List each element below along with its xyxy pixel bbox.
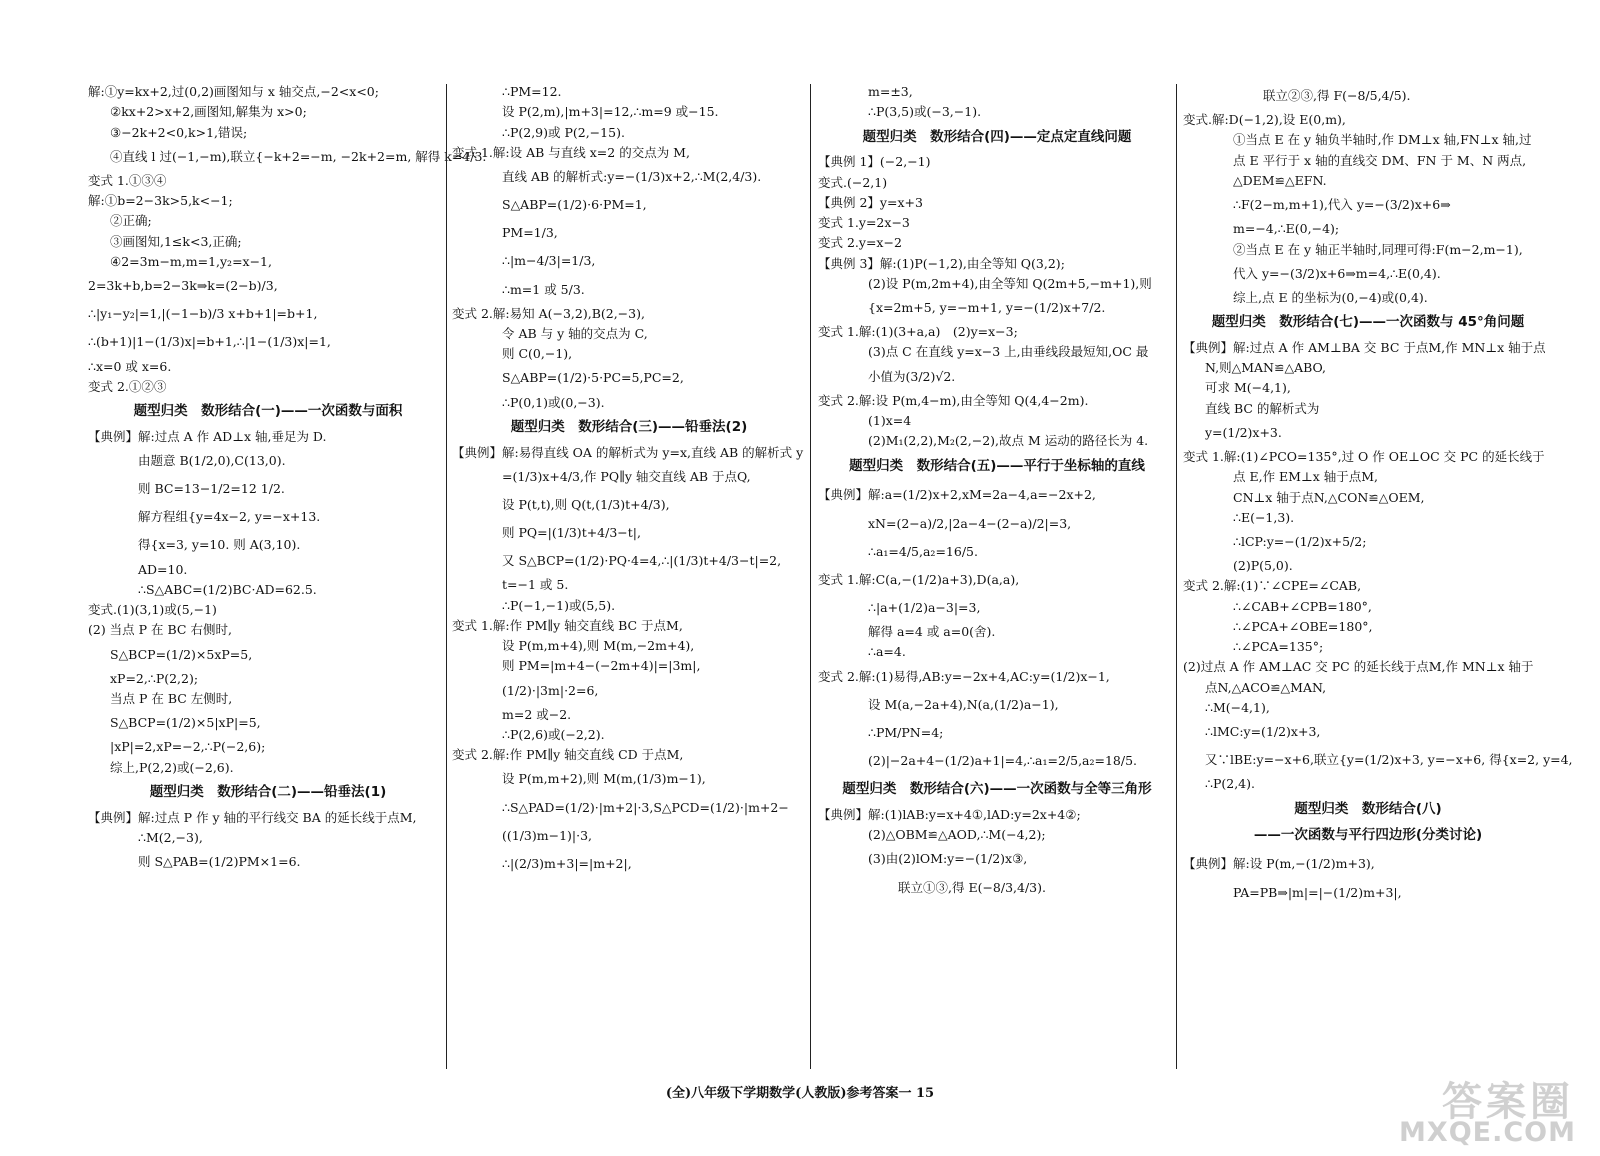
answer-line: 设 P(t,t),则 Q(t,(1/3)t+4/3), xyxy=(502,496,670,512)
answer-line: m=±3, xyxy=(868,84,913,99)
answer-line: 直线 BC 的解析式为 xyxy=(1205,400,1320,416)
answer-line: 变式.(1)(3,1)或(5,−1) xyxy=(88,602,217,618)
answer-line: (1/2)·|3m|·2=6, xyxy=(502,682,599,698)
answer-line: (2)M₁(2,2),M₂(2,−2),故点 M 运动的路径长为 4. xyxy=(868,433,1149,449)
answer-line: 变式 1.解:(1)(3+a,a) (2)y=x−3; xyxy=(818,324,1018,340)
answer-line: 设 P(m,m+4),则 M(m,−2m+4), xyxy=(502,638,695,654)
answer-line: 设 P(2,m),|m+3|=12,∴m=9 或−15. xyxy=(502,104,719,120)
answer-line: 【典例 3】解:(1)P(−1,2),由全等知 Q(3,2); xyxy=(818,255,1065,271)
answer-line: 变式 2.解:作 PM∥y 轴交直线 CD 于点M, xyxy=(452,747,684,763)
answer-line: ∴PM/PN=4; xyxy=(868,724,944,740)
col3-block-4 xyxy=(818,805,1176,902)
answer-line: 变式 2.解:(1)∵∠CPE=∠CAB, xyxy=(1183,578,1362,594)
column-1 xyxy=(88,82,487,876)
answer-line: ③画图知,1≤k<3,正确; xyxy=(110,233,242,249)
col3-block-3 xyxy=(818,481,1176,775)
answer-line: 令 AB 与 y 轴的交点为 C, xyxy=(502,325,648,341)
answer-line: 可求 M(−4,1), xyxy=(1205,380,1291,396)
col1-block-3 xyxy=(88,808,448,877)
answer-line: 综上,P(2,2)或(−2,6). xyxy=(110,759,234,775)
answer-line: ∴|m−4/3|=1/3, xyxy=(502,253,596,269)
answer-line: 变式 2.解:设 P(m,4−m),由全等知 Q(4,4−2m). xyxy=(818,392,1089,408)
answer-line: 【典例】解:易得直线 OA 的解析式为 y=x,直线 AB 的解析式 y xyxy=(452,444,804,460)
answer-line: 【典例 1】(−2,−1) xyxy=(818,154,931,170)
answer-line: 联立①③,得 E(−8/3,4/3). xyxy=(898,879,1046,895)
answer-line: ∴P(2,9)或 P(2,−15). xyxy=(502,124,625,140)
answer-line: 解得 a=4 或 a=0(舍). xyxy=(868,624,996,640)
col4-block-2 xyxy=(1183,338,1573,795)
section-heading: 题型归类 数形结合(七)——一次函数与 45°角问题 xyxy=(1211,314,1525,331)
column-divider xyxy=(1176,84,1177,1069)
answer-line: 小值为(3/2)√2. xyxy=(868,368,956,384)
answer-line: 【典例 2】y=x+3 xyxy=(818,194,923,210)
col1-block-1 xyxy=(88,82,487,397)
answer-line: ∴PM=12. xyxy=(502,84,562,99)
answer-line: 【典例】解:a=(1/2)x+2,xM=2a−4,a=−2x+2, xyxy=(818,487,1096,503)
answer-line: 变式 1.①③④ xyxy=(88,172,167,188)
page-footer: (全)八年级下学期数学(人教版)参考答案一 15 xyxy=(665,1086,935,1101)
answer-line: ((1/3)m−1)|·3, xyxy=(502,827,593,843)
answer-line: |xP|=2,xP=−2,∴P(−2,6); xyxy=(110,739,266,755)
answer-line: m=−4,∴E(0,−4); xyxy=(1233,221,1340,237)
answer-line: (3)点 C 在直线 y=x−3 上,由垂线段最短知,OC 最 xyxy=(868,344,1149,360)
answer-line: 则 PQ=|(1/3)t+4/3−t|, xyxy=(502,525,641,541)
answer-line: ∴|a+(1/2)a−3|=3, xyxy=(868,599,981,615)
answer-line: ∴a₁=4/5,a₂=16/5. xyxy=(868,543,978,559)
answer-line: 代入 y=−(3/2)x+6⇒m=4,∴E(0,4). xyxy=(1233,265,1441,281)
answer-line: 则 PM=|m+4−(−2m+4)|=|3m|, xyxy=(502,658,701,674)
answer-line: ∴P(2,4). xyxy=(1205,776,1255,792)
answer-line: 直线 AB 的解析式:y=−(1/3)x+2,∴M(2,4/3). xyxy=(502,169,762,184)
answer-line: 变式 2.解:(1)易得,AB:y=−2x+4,AC:y=(1/2)x−1, xyxy=(818,668,1110,684)
col1-block-2 xyxy=(88,427,448,778)
answer-line: (3)由(2)lOM:y=−(1/2)x③, xyxy=(868,851,1028,867)
answer-line: 变式 1.解:C(a,−(1/2)a+3),D(a,a), xyxy=(818,571,1020,587)
answer-line: m=2 或−2. xyxy=(502,706,572,722)
answer-line: 综上,点 E 的坐标为(0,−4)或(0,4). xyxy=(1233,289,1428,305)
answer-line: ∴F(2−m,m+1),代入 y=−(3/2)x+6⇒ xyxy=(1233,197,1451,213)
answer-line: 设 M(a,−2a+4),N(a,(1/2)a−1), xyxy=(868,696,1059,712)
answer-line: ∴lMC:y=(1/2)x+3, xyxy=(1205,724,1321,740)
section-heading: 题型归类 数形结合(五)——平行于坐标轴的直线 xyxy=(849,457,1145,474)
answer-line: 又 S△BCP=(1/2)·PQ·4=4,∴|(1/3)t+4/3−t|=2, xyxy=(502,553,782,569)
answer-line: 则 C(0,−1), xyxy=(502,346,573,362)
answer-line: 变式 2.y=x−2 xyxy=(818,235,902,251)
section-heading: 题型归类 数形结合(一)——一次函数与面积 xyxy=(133,403,403,419)
answer-line: 又∵lBE:y=−x+6,联立{y=(1/2)x+3, y=−x+6, 得{x=2, y=4, xyxy=(1205,752,1573,768)
answer-line: ∴S△ABC=(1/2)BC·AD=62.5. xyxy=(138,581,317,597)
answer-line: S△ABP=(1/2)·6·PM=1, xyxy=(502,197,647,213)
answer-line: AD=10. xyxy=(138,561,188,577)
answer-line: 变式.解:D(−1,2),设 E(0,m), xyxy=(1183,112,1346,128)
col2-block-1 xyxy=(452,82,806,413)
column-divider xyxy=(810,84,811,1069)
answer-line: 变式 2.解:易知 A(−3,2),B(2,−3), xyxy=(452,305,645,321)
answer-line: (2)设 P(m,2m+4),由全等知 Q(2m+5,−m+1),则 xyxy=(868,275,1152,291)
answer-line: ∴m=1 或 5/3. xyxy=(502,281,585,297)
answer-line: ∴P(−1,−1)或(5,5). xyxy=(502,597,616,613)
answer-line: xN=(2−a)/2,|2a−4−(2−a)/2|=3, xyxy=(868,515,1072,531)
answer-line: 联立②③,得 F(−8/5,4/5). xyxy=(1263,88,1411,103)
col2-block-2 xyxy=(452,443,806,878)
answer-line: ④直线 l 过(−1,−m),联立{−k+2=−m, −2k+2=m, 解得 k=4/3. xyxy=(110,148,487,164)
answer-line: 【典例】解:过点 A 作 AM⊥BA 交 BC 于点M,作 MN⊥x 轴于点 xyxy=(1183,339,1546,355)
answer-line: 得{x=3, y=10. 则 A(3,10). xyxy=(138,537,301,553)
answer-line: CN⊥x 轴于点N,△CON≌△OEM, xyxy=(1233,489,1425,505)
answer-line: S△ABP=(1/2)·5·PC=5,PC=2, xyxy=(502,370,684,386)
answer-line: 变式 2.①②③ xyxy=(88,378,167,394)
answer-line: 设 P(m,m+2),则 M(m,(1/3)m−1), xyxy=(502,771,706,787)
section-subheading: ——一次函数与平行四边形(分类讨论) xyxy=(1253,826,1483,843)
answer-line: =(1/3)x+4/3,作 PQ∥y 轴交直线 AB 于点Q, xyxy=(502,468,751,484)
answer-line: ③−2k+2<0,k>1,错误; xyxy=(110,124,248,140)
answer-line: 点 E 平行于 x 轴的直线交 DM、FN 于 M、N 两点, xyxy=(1233,152,1527,168)
section-heading: 题型归类 数形结合(二)——铅垂法(1) xyxy=(149,783,387,800)
answer-line: △DEM≌△EFN. xyxy=(1233,172,1327,188)
watermark xyxy=(1372,1070,1582,1148)
answer-line: ①当点 E 在 y 轴负半轴时,作 DM⊥x 轴,FN⊥x 轴,过 xyxy=(1233,132,1532,148)
answer-line: 变式 1.解:作 PM∥y 轴交直线 BC 于点M, xyxy=(452,617,683,633)
column-3 xyxy=(818,82,1176,902)
answer-line: {x=2m+5, y=−m+1, y=−(1/2)x+7/2. xyxy=(868,300,1106,316)
answer-line: ②kx+2>x+2,画图知,解集为 x>0; xyxy=(110,104,307,120)
section-heading: 题型归类 数形结合(八) xyxy=(1294,800,1442,817)
answer-line: ∴P(3,5)或(−3,−1). xyxy=(868,104,982,120)
answer-line: ∴M(2,−3), xyxy=(138,829,203,845)
answer-line: ∴(b+1)|1−(1/3)x|=b+1,∴|1−(1/3)x|=1, xyxy=(88,334,331,350)
answer-line: ∴∠PCA=135°; xyxy=(1233,639,1324,655)
answer-line: 由题意 B(1/2,0),C(13,0). xyxy=(138,453,286,469)
answer-line: 解方程组{y=4x−2, y=−x+13. xyxy=(138,509,321,525)
answer-line: 点 E,作 EM⊥x 轴于点M, xyxy=(1233,469,1379,485)
col3-block-2 xyxy=(818,152,1176,451)
answer-line: ②当点 E 在 y 轴正半轴时,同理可得:F(m−2,m−1), xyxy=(1233,241,1523,257)
answer-line: N,则△MAN≌△ABO, xyxy=(1205,360,1327,376)
answer-line: xP=2,∴P(2,2); xyxy=(110,670,199,686)
answer-line: (1)x=4 xyxy=(868,413,912,429)
answer-line: ∴lCP:y=−(1/2)x+5/2; xyxy=(1233,534,1367,550)
watermark-site: MXQE.COM xyxy=(1399,1117,1576,1148)
answer-line: ∴a=4. xyxy=(868,644,906,660)
answer-line: ∴P(2,6)或(−2,2). xyxy=(502,726,605,742)
answer-line: 则 BC=13−1/2=12 1/2. xyxy=(138,481,285,497)
watermark-logo: 答案圈 xyxy=(1442,1079,1574,1125)
answer-line: ∴|y₁−y₂|=1,|(−1−b)/3 x+b+1|=b+1, xyxy=(88,306,318,322)
section-heading: 题型归类 数形结合(四)——定点定直线问题 xyxy=(862,128,1132,145)
answer-line: 点N,△ACO≌△MAN, xyxy=(1205,679,1327,695)
answer-line: 解:①b=2−3k>5,k<−1; xyxy=(88,193,233,209)
answer-line: (2) 当点 P 在 BC 右侧时, xyxy=(88,622,232,638)
answer-line: 变式 1.解:(1)∠PCO=135°,过 O 作 OE⊥OC 交 PC 的延长线于 xyxy=(1183,449,1545,465)
column-4 xyxy=(1183,82,1573,907)
answer-line: 【典例】解:过点 A 作 AD⊥x 轴,垂足为 D. xyxy=(88,428,327,444)
answer-line: ∴∠PCA+∠OBE=180°, xyxy=(1233,618,1373,634)
answer-line: y=(1/2)x+3. xyxy=(1205,424,1282,440)
col4-block-3 xyxy=(1183,850,1553,906)
answer-line: 则 S△PAB=(1/2)PM×1=6. xyxy=(138,854,301,870)
answer-line: (2)P(5,0). xyxy=(1233,558,1293,574)
answer-line: ∴x=0 或 x=6. xyxy=(88,358,172,374)
answer-line: 当点 P 在 BC 左侧时, xyxy=(110,690,233,706)
answer-line: S△BCP=(1/2)×5xP=5, xyxy=(110,646,253,662)
answer-line: ②正确; xyxy=(110,213,152,229)
answer-line: ④2=3m−m,m=1,y₂=x−1, xyxy=(110,253,272,269)
column-2 xyxy=(452,82,806,878)
answer-line: (2)|−2a+4−(1/2)a+1|=4,∴a₁=2/5,a₂=18/5. xyxy=(868,752,1138,768)
answer-line: 【典例】解:(1)lAB:y=x+4①,lAD:y=2x+4②; xyxy=(818,806,1081,822)
answer-line: ∴|(2/3)m+3|=|m+2|, xyxy=(502,855,632,871)
answer-line: (2)过点 A 作 AM⊥AC 交 PC 的延长线于点M,作 MN⊥x 轴于 xyxy=(1183,659,1534,675)
answer-line: ∴∠CAB+∠CPB=180°, xyxy=(1233,598,1372,614)
section-heading: 题型归类 数形结合(三)——铅垂法(2) xyxy=(510,418,748,435)
answer-line: 【典例】解:设 P(m,−(1/2)m+3), xyxy=(1183,856,1375,872)
section-heading: 题型归类 数形结合(六)——一次函数与全等三角形 xyxy=(842,781,1152,798)
answer-line: PA=PB⇒|m|=|−(1/2)m+3|, xyxy=(1233,884,1402,900)
answer-line: 2=3k+b,b=2−3k⇒k=(2−b)/3, xyxy=(88,278,278,294)
answer-line: PM=1/3, xyxy=(502,225,558,241)
answer-line: 解:①y=kx+2,过(0,2)画图知与 x 轴交点,−2<x<0; xyxy=(88,84,379,99)
answer-line: ∴M(−4,1), xyxy=(1205,699,1270,715)
answer-line: 变式 1.解:设 AB 与直线 x=2 的交点为 M, xyxy=(452,144,690,160)
col4-block-1 xyxy=(1183,82,1553,308)
answer-line: S△BCP=(1/2)×5|xP|=5, xyxy=(110,715,261,731)
column-divider xyxy=(446,84,447,1069)
answer-line: ∴S△PAD=(1/2)·|m+2|·3,S△PCD=(1/2)·|m+2− xyxy=(502,799,789,815)
answer-line: ∴P(0,1)或(0,−3). xyxy=(502,394,605,410)
answer-line: 【典例】解:过点 P 作 y 轴的平行线交 BA 的延长线于点M, xyxy=(88,809,417,825)
col3-block-1 xyxy=(818,82,1176,123)
answer-line: t=−1 或 5. xyxy=(502,577,569,593)
answer-line: 变式 1.y=2x−3 xyxy=(818,215,910,231)
answer-line: ∴E(−1,3). xyxy=(1233,509,1295,525)
answer-line: (2)△OBM≌△AOD,∴M(−4,2); xyxy=(868,827,1046,843)
answer-line: 变式.(−2,1) xyxy=(818,174,888,190)
